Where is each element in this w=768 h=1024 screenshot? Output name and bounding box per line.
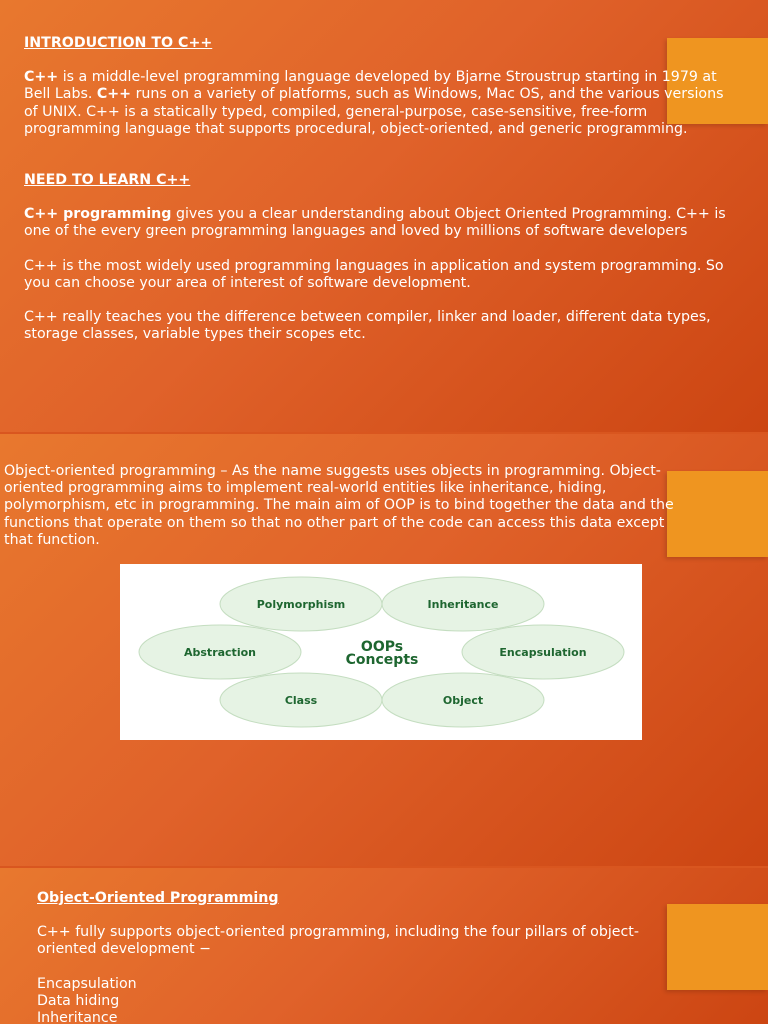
pillar-item: Encapsulation bbox=[37, 975, 137, 992]
need-paragraph bbox=[24, 206, 736, 240]
encapsulation-label: Encapsulation bbox=[499, 646, 587, 659]
slide-oop-pillars bbox=[0, 868, 768, 1024]
class-label: Class bbox=[284, 694, 318, 707]
slide-oop bbox=[0, 434, 768, 866]
pillar-item: Data hiding bbox=[37, 992, 120, 1009]
usage-paragraph: C++ is the most widely used programming languages in application and system programming. So you can choose your area of interest of software development. bbox=[24, 257, 724, 291]
pillars-content bbox=[37, 890, 659, 1024]
oops-center-line2: Concepts bbox=[345, 652, 419, 668]
oops-concepts-diagram bbox=[120, 564, 642, 740]
intro-text-1: is a middle-level programming language developed by Bjarne Stroustrup starting in 1979 at Bell Labs. bbox=[24, 69, 717, 103]
oop-description: Object-oriented programming – As the name suggests uses objects in programming. Object-oriented programming aims to implement real-world entities like inheritance, hiding, polymorphism, etc in programming. The main aim of OOP is to bind together the data and the functions that operate on them so that no other part of the code can access this data except that function. bbox=[4, 463, 674, 548]
need-bold: C++ programming bbox=[24, 206, 172, 223]
oops-center-line1: OOPs bbox=[360, 639, 404, 655]
pillars-paragraph: C++ fully supports object-oriented programming, including the four pillars of object-oriented development − bbox=[37, 924, 639, 958]
object-label: Object bbox=[442, 694, 484, 707]
slide-intro bbox=[0, 0, 768, 432]
need-text: gives you a clear understanding about Object Oriented Programming. C++ is one of the every green programming languages and loved by millions of software developers bbox=[24, 206, 726, 240]
abstraction-label: Abstraction bbox=[184, 646, 256, 659]
intro-text-2: runs on a variety of platforms, such as Windows, Mac OS, and the various versions of UNIX. C++ is a statically typed, compiled, general-purpose, case-sensitive, free-form programming language that supports procedural, object-oriented, and generic programming. bbox=[24, 86, 724, 137]
oops-concepts-svg bbox=[120, 564, 642, 740]
pillar-item: Inheritance bbox=[37, 1010, 118, 1024]
polymorphism-label: Polymorphism bbox=[256, 598, 346, 611]
intro-bold-2: C++ bbox=[96, 86, 132, 103]
intro-paragraph bbox=[24, 69, 736, 138]
intro-heading: INTRODUCTION TO C++ bbox=[24, 35, 213, 51]
teaches-paragraph: C++ really teaches you the difference between compiler, linker and loader, different data types, storage classes, variable types their scopes etc. bbox=[24, 309, 711, 343]
intro-content bbox=[24, 35, 736, 343]
intro-bold-1: C++ bbox=[24, 69, 59, 86]
pillars-heading: Object-Oriented Programming bbox=[37, 890, 279, 906]
inheritance-label: Inheritance bbox=[427, 598, 499, 611]
accent-block bbox=[667, 904, 768, 990]
need-heading: NEED TO LEARN C++ bbox=[24, 172, 191, 189]
